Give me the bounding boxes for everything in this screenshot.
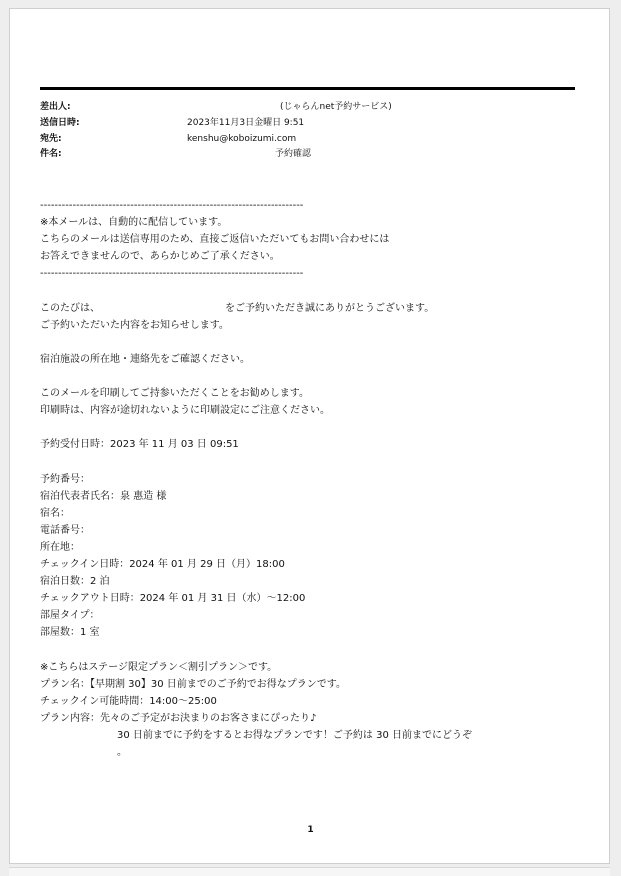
body-line: こちらのメールは送信専用のため、直接ご返信いただいてもお問い合わせには — [40, 234, 390, 246]
body-line — [40, 419, 580, 436]
body-line: プラン内容：先々のご予定がお決まりのお客さまにぴったり♪ — [40, 712, 317, 724]
to-label: 宛先: — [40, 134, 62, 144]
body-line — [40, 641, 580, 658]
sender-label: 差出人: — [40, 102, 71, 112]
to-value: kenshu@koboizumi.com — [187, 134, 297, 144]
body-line: 部屋数：1 室 — [40, 627, 100, 639]
body-line: 所在地： — [40, 541, 80, 553]
sender-value: (じゃらんnet予約サービス) — [280, 102, 392, 112]
body-line: このたびは、 をご予約いただき誠にありがとうございます。 — [40, 302, 435, 314]
body-line: お答えできませんので、あらかじめご了承ください。 — [40, 251, 280, 263]
subject-label: 件名: — [40, 149, 62, 159]
body-line: ------------------------------------------------------------------------- — [40, 200, 304, 211]
body-line: チェックイン日時：2024 年 01 月 29 日（月）18:00 — [40, 558, 285, 570]
page-number: 1 — [307, 825, 314, 835]
body-line — [40, 368, 580, 385]
body-line: ※本メールは、自動的に配信しています。 — [40, 217, 228, 229]
body-line: 宿泊日数：2 泊 — [40, 576, 110, 588]
body-line: チェックイン可能時間：14:00～25:00 — [40, 695, 217, 707]
body-line-indented: 。 — [117, 747, 127, 758]
sent-label: 送信日時: — [40, 118, 80, 128]
body-line: 宿名： — [40, 507, 70, 519]
email-body — [40, 197, 580, 761]
body-line: 宿泊施設の所在地・連絡先をご確認ください。 — [40, 353, 250, 365]
header-rule — [40, 87, 575, 90]
body-line-indented: 30 日前までに予約をするとお得なプランです！ご予約は 30 日前までにどうぞ — [117, 729, 472, 741]
body-line — [40, 453, 580, 470]
body-line — [40, 334, 580, 351]
body-line: 宿泊代表者氏名：泉 惠造 様 — [40, 490, 167, 502]
body-line: ------------------------------------------------------------------------- — [40, 268, 304, 280]
body-line — [40, 282, 580, 299]
subject-value: 予約確認 — [275, 149, 312, 159]
body-line: 予約番号： — [40, 473, 90, 485]
body-line: このメールを印刷してご持参いただくことをお勧めします。 — [40, 388, 309, 400]
body-line: 印刷時は、内容が途切れないように印刷設定にご注意ください。 — [40, 405, 330, 417]
body-line: 予約受付日時：2023 年 11 月 03 日 09:51 — [40, 439, 239, 451]
document-page — [9, 8, 610, 864]
body-line: ご予約いただいた内容をお知らせします。 — [40, 319, 229, 331]
body-line: 電話番号： — [40, 524, 90, 536]
sent-value: 2023年11月3日金曜日 9:51 — [187, 118, 305, 128]
body-line: ※こちらはステージ限定プラン＜割引プラン＞です。 — [40, 661, 278, 673]
body-line: チェックアウト日時：2024 年 01 月 31 日（水）～12:00 — [40, 593, 306, 605]
body-line: プラン名：【早期割 30】30 日前までのご予約でお得なプランです。 — [40, 678, 347, 690]
body-line: 部屋タイプ： — [40, 610, 100, 622]
